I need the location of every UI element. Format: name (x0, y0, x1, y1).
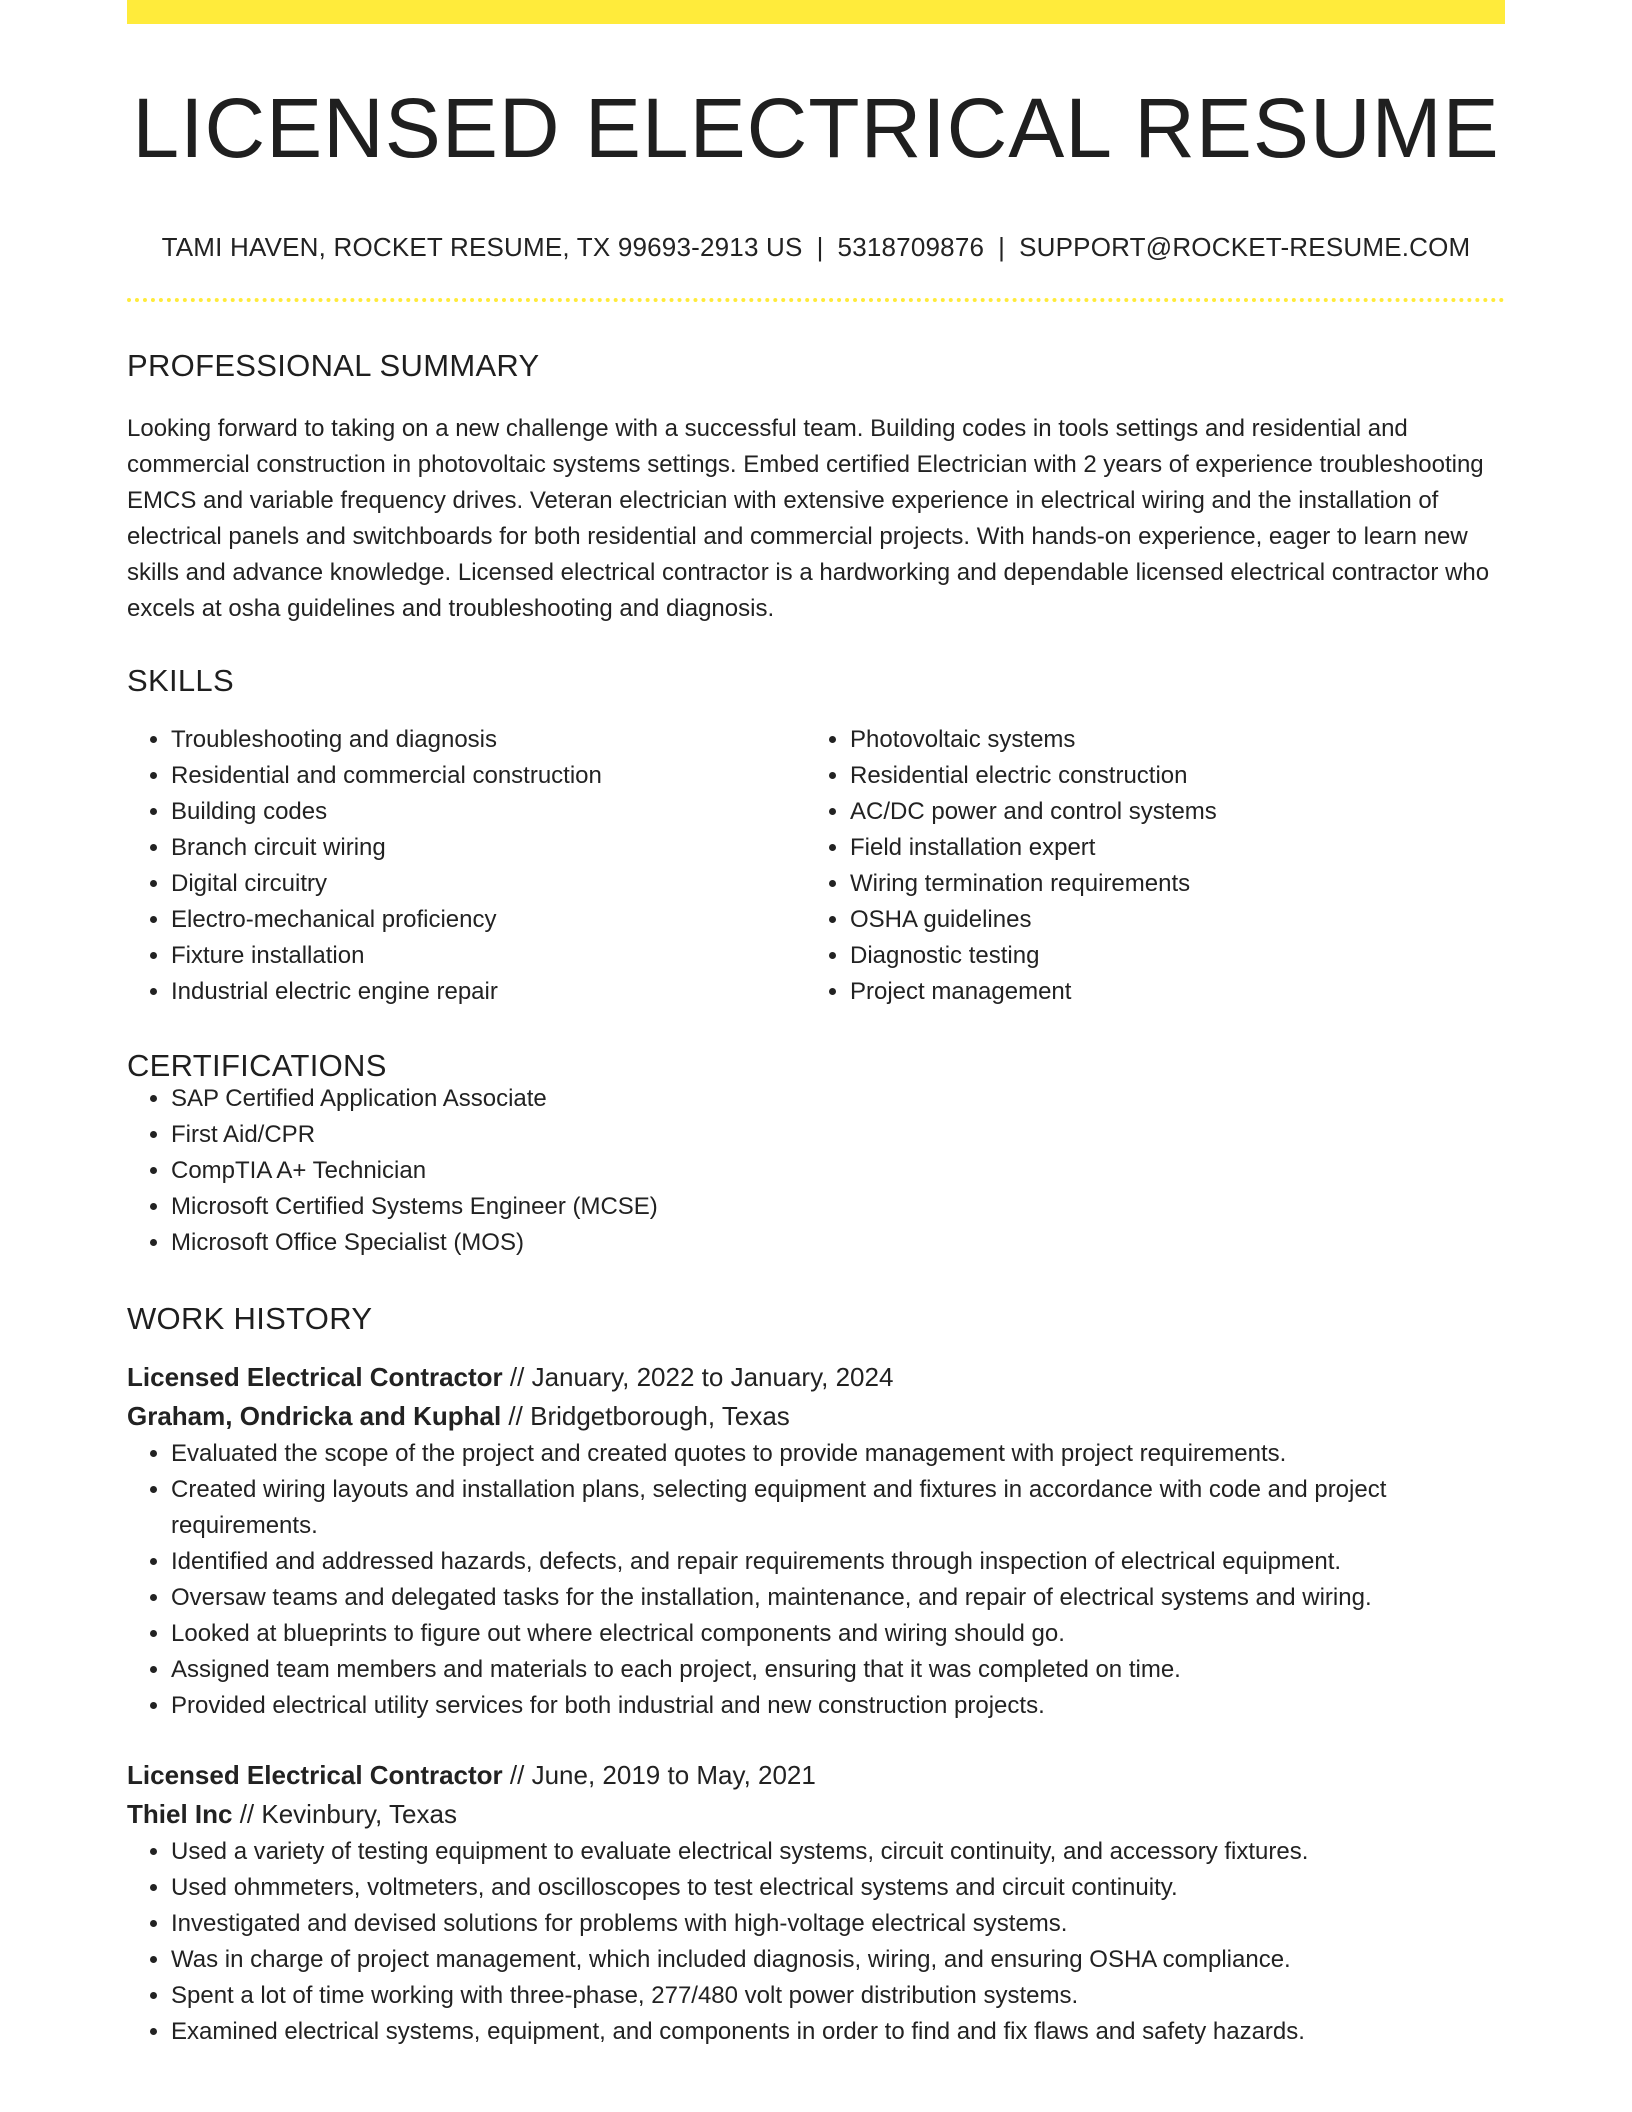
job-title: Licensed Electrical Contractor (127, 1362, 503, 1392)
skills-heading: SKILLS (127, 663, 234, 698)
resume-page (127, 0, 1505, 2050)
summary-text: Looking forward to taking on a new challenge with a successful team. Building codes in tools settings and residential and commercial construction in photovoltaic systems settings. Embed certified Electrician with 2 years of experience troubleshooting EMCS and variable frequency drives. Veteran electrician with extensive experience in electrical wiring and the installation of electrical panels and switchboards for both residential and commercial projects. With hands-on experience, eager to learn new skills and advance knowledge. Licensed electrical contractor is a hardworking and dependable licensed electrical contractor who excels at osha guidelines and troubleshooting and diagnosis. (127, 415, 1490, 622)
accent-top-bar (127, 0, 1505, 24)
certification-item: • Microsoft Office Specialist (MOS) (171, 1225, 1505, 1261)
skill-item: • Project management (850, 974, 1485, 1010)
skill-item: • Troubleshooting and diagnosis (171, 722, 806, 758)
contact-email: SUPPORT@ROCKET-RESUME.COM (1019, 232, 1471, 262)
skill-item: • Industrial electric engine repair (171, 974, 806, 1010)
job-entry (127, 1756, 1505, 2050)
skill-item: • Electro-mechanical proficiency (171, 902, 806, 938)
certification-item: • CompTIA A+ Technician (171, 1153, 1505, 1189)
job-duty: • Spent a lot of time working with three-phase, 277/480 volt power distribution systems. (171, 1978, 1505, 2014)
job-location: // Kevinbury, Texas (232, 1799, 457, 1829)
job-duty: • Provided electrical utility services for both industrial and new construction projects. (171, 1688, 1505, 1724)
skills-grid (127, 722, 1505, 1010)
certification-item: • SAP Certified Application Associate (171, 1081, 1505, 1117)
job-duty: • Created wiring layouts and installation plans, selecting equipment and fixtures in accordance with code and project requirements. (171, 1472, 1505, 1544)
job-duty: • Evaluated the scope of the project and created quotes to provide management with project requirements. (171, 1436, 1505, 1472)
job-company-line (127, 1795, 1505, 1834)
job-duty: • Investigated and devised solutions for problems with high-voltage electrical systems. (171, 1906, 1505, 1942)
job-title-line (127, 1358, 1505, 1397)
job-company: Thiel Inc (127, 1799, 233, 1829)
job-title: Licensed Electrical Contractor (127, 1760, 503, 1790)
job-location: // Bridgetborough, Texas (501, 1401, 790, 1431)
job-duty: • Examined electrical systems, equipment, and components in order to find and fix flaws and safety hazards. (171, 2014, 1505, 2050)
certification-item: • Microsoft Certified Systems Engineer (MCSE) (171, 1189, 1505, 1225)
contact-separator: | (816, 232, 824, 262)
job-duty: • Identified and addressed hazards, defects, and repair requirements through inspection of electrical equipment. (171, 1544, 1505, 1580)
job-dates: // January, 2022 to January, 2024 (502, 1362, 894, 1392)
certifications-list (127, 1081, 1505, 1261)
skill-item: • OSHA guidelines (850, 902, 1485, 938)
summary-heading: PROFESSIONAL SUMMARY (127, 348, 540, 383)
job-duty: • Looked at blueprints to figure out where electrical components and wiring should go. (171, 1616, 1505, 1652)
job-dates: // June, 2019 to May, 2021 (502, 1760, 816, 1790)
skill-item: • Residential and commercial construction (171, 758, 806, 794)
job-title-line (127, 1756, 1505, 1795)
job-duty: • Oversaw teams and delegated tasks for the installation, maintenance, and repair of electrical systems and wiring. (171, 1580, 1505, 1616)
contact-address: TAMI HAVEN, ROCKET RESUME, TX 99693-2913 US (161, 232, 803, 262)
job-duty: • Used a variety of testing equipment to evaluate electrical systems, circuit continuity, and accessory fixtures. (171, 1834, 1505, 1870)
contact-phone: 5318709876 (837, 232, 985, 262)
job-duties-list (127, 1436, 1505, 1724)
contact-line (127, 234, 1505, 260)
skill-item: • Residential electric construction (850, 758, 1485, 794)
job-duty: • Assigned team members and materials to each project, ensuring that it was completed on time. (171, 1652, 1505, 1688)
work-history-heading: WORK HISTORY (127, 1301, 373, 1336)
skills-right-column (806, 722, 1485, 1010)
resume-title: LICENSED ELECTRICAL RESUME (132, 81, 1500, 175)
certifications-heading: CERTIFICATIONS (127, 1048, 387, 1083)
contact-separator: | (998, 232, 1006, 262)
skill-item: • Fixture installation (171, 938, 806, 974)
skill-item: • Building codes (171, 794, 806, 830)
skill-item: • Diagnostic testing (850, 938, 1485, 974)
skill-item: • Photovoltaic systems (850, 722, 1485, 758)
job-company: Graham, Ondricka and Kuphal (127, 1401, 502, 1431)
job-duty: • Was in charge of project management, which included diagnosis, wiring, and ensuring OSHA compliance. (171, 1942, 1505, 1978)
job-duties-list (127, 1834, 1505, 2050)
skill-item: • Branch circuit wiring (171, 830, 806, 866)
skill-item: • AC/DC power and control systems (850, 794, 1485, 830)
skills-left-column (127, 722, 806, 1010)
skill-item: • Field installation expert (850, 830, 1485, 866)
skill-item: • Digital circuitry (171, 866, 806, 902)
header-divider (127, 298, 1505, 302)
certification-item: • First Aid/CPR (171, 1117, 1505, 1153)
job-duty: • Used ohmmeters, voltmeters, and oscilloscopes to test electrical systems and circuit continuity. (171, 1870, 1505, 1906)
skill-item: • Wiring termination requirements (850, 866, 1485, 902)
job-entry (127, 1358, 1505, 1724)
job-company-line (127, 1397, 1505, 1436)
